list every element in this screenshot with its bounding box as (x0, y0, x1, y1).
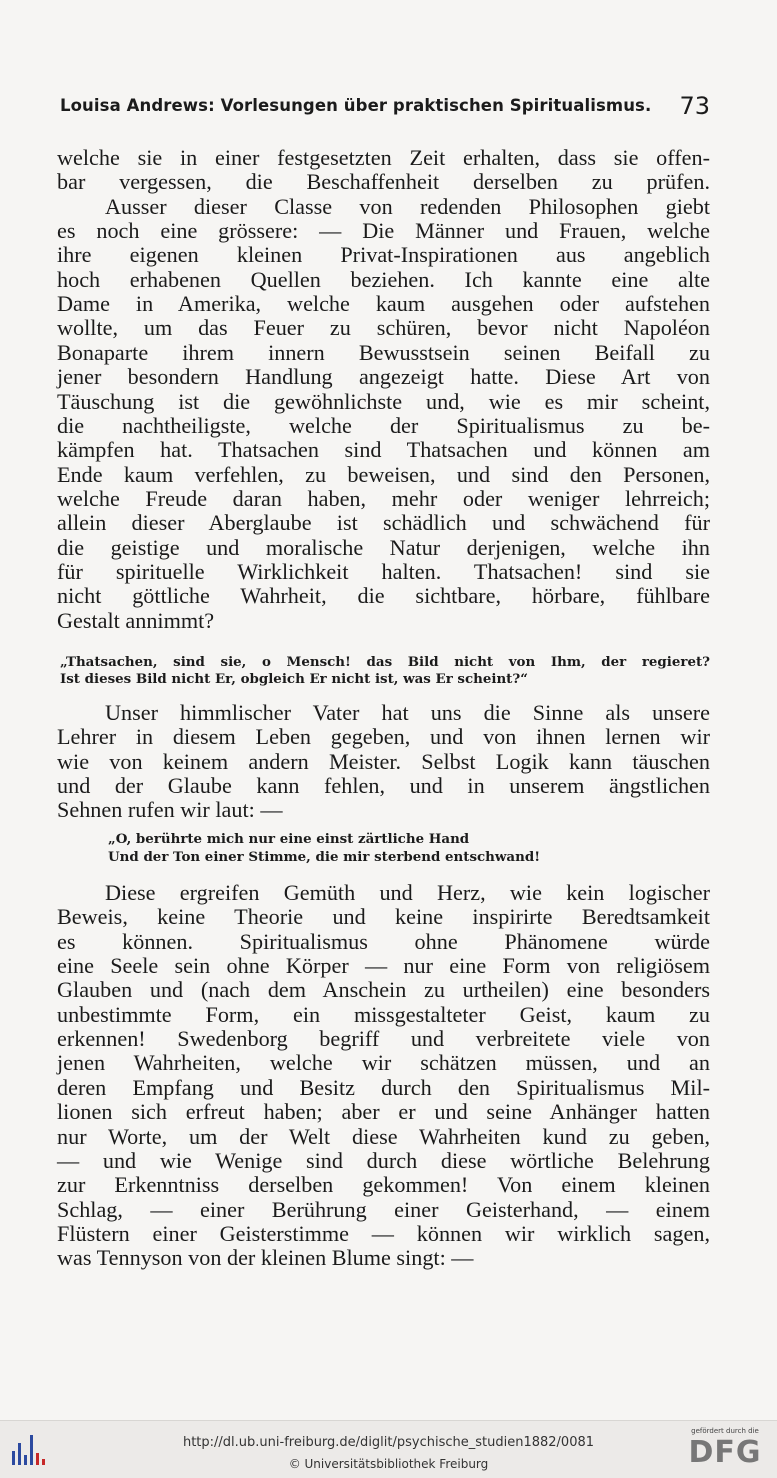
text-line: Bonaparte ihrem innern Bewusstsein seinen Beifall zu (57, 339, 710, 365)
text-line: Diese ergreifen Gemüth und Herz, wie kein logischer (105, 880, 710, 905)
text-line: erkennen! Swedenborg begriff und verbreitete viele von (57, 1026, 710, 1052)
text-line: was Tennyson von der kleinen Blume singt: — (57, 1245, 474, 1271)
text-line: nicht göttliche Wahrheit, die sichtbare, hörbare, fühlbare (57, 583, 710, 609)
text-line: Beweis, keine Theorie und keine inspirirte Beredtsamkeit (57, 904, 710, 930)
text-line: die nachtheiligste, welche der Spiritualismus zu be- (57, 412, 710, 438)
text-line: ihre eigenen kleinen Privat-Inspirationen aus angeblich (57, 242, 710, 268)
text-line: es noch eine grössere: — Die Männer und Frauen, welche (57, 218, 710, 244)
text-line: Täuschung ist die gewöhnlichste und, wie es mir scheint, (57, 388, 710, 414)
text-line: kämpfen hat. Thatsachen sind Thatsachen und können am (57, 437, 710, 463)
dfg-logo-text: DFG (688, 1435, 762, 1470)
text-line: wollte, um das Feuer zu schüren, bevor nicht Napoléon (57, 315, 710, 341)
source-url-link[interactable]: http://dl.ub.uni-freiburg.de/diglit/psychische_studien1882/0081 (182, 1435, 595, 1450)
text-line: nur Worte, um der Welt diese Wahrheiten kund zu geben, (57, 1123, 710, 1149)
text-line: zur Erkenntniss derselben gekommen! Von einem kleinen (57, 1172, 710, 1198)
verse-line: „O, berührte mich nur eine einst zärtliche Hand (108, 831, 470, 847)
text-line: Schlag, — einer Berührung einer Geisterhand, — einem (57, 1196, 710, 1222)
text-line: jener besondern Handlung angezeigt hatte. Diese Art von (57, 364, 710, 390)
text-line: unbestimmte Form, ein missgestalteter Geist, kaum zu (57, 1001, 710, 1027)
text-line: Unser himmlischer Vater hat uns die Sinne als unsere (105, 700, 710, 725)
text-line: bar vergessen, die Beschaffenheit derselben zu prüfen. (57, 169, 710, 195)
text-line: allein dieser Aberglaube ist schädlich und schwächend für (57, 510, 710, 536)
text-line: jenen Wahrheiten, welche wir schätzen müssen, und an (57, 1050, 710, 1076)
text-line: deren Empfang und Besitz durch den Spiritualismus Mil- (57, 1074, 710, 1100)
text-line: eine Seele sein ohne Körper — nur eine Form von religiösem (57, 953, 710, 979)
text-line: Lehrer in diesem Leben gegeben, und von ihnen lernen wir (57, 724, 710, 750)
text-line: welche sie in einer festgesetzten Zeit erhalten, dass sie offen- (57, 145, 710, 170)
text-line: — und wie Wenige sind durch diese wörtliche Belehrung (57, 1147, 710, 1173)
text-line: Gestalt annimmt? (57, 607, 215, 633)
text-line: und der Glaube kann fehlen, und in unserem ängstlichen (57, 773, 710, 799)
text-line: Ausser dieser Classe von redenden Philosophen giebt (105, 193, 710, 219)
page-number: 73 (679, 92, 710, 120)
text-line: Flüstern einer Geisterstimme — können wir wirklich sagen, (57, 1220, 710, 1246)
dfg-tagline: gefördert durch die (691, 1427, 759, 1435)
text-line: lionen sich erfreut haben; aber er und seine Anhänger hatten (57, 1099, 710, 1125)
text-line: die geistige und moralische Natur derjenigen, welche ihn (57, 534, 710, 560)
quote-line: „Thatsachen, sind sie, o Mensch! das Bild nicht von Ihm, der regieret? (60, 654, 710, 670)
verse-line: Und der Ton einer Stimme, die mir sterbend entschwand! (108, 849, 541, 865)
running-header (60, 92, 710, 124)
text-line: Ende kaum verfehlen, zu beweisen, und sind den Personen, (57, 461, 710, 487)
text-line: welche Freude daran haben, mehr oder weniger lehrreich; (57, 485, 710, 511)
header-title: Louisa Andrews: Vorlesungen über praktischen Spiritualismus. (60, 96, 652, 115)
text-line: hoch erhabenen Quellen beziehen. Ich kannte eine alte (57, 266, 710, 292)
viewer-footer (0, 1420, 777, 1478)
text-line: Glauben und (nach dem Anschein zu urtheilen) eine besonders (57, 977, 710, 1003)
dfg-logo (681, 1427, 769, 1473)
text-line: wie von keinem andern Meister. Selbst Logik kann täuschen (57, 748, 710, 774)
quote-line: Ist dieses Bild nicht Er, obgleich Er nicht ist, was Er scheint?“ (60, 671, 528, 687)
text-line: es können. Spiritualismus ohne Phänomene würde (57, 928, 710, 954)
text-line: Dame in Amerika, welche kaum ausgehen oder aufstehen (57, 291, 710, 317)
text-line: für spirituelle Wirklichkeit halten. Thatsachen! sind sie (57, 558, 710, 584)
text-line: Sehnen rufen wir laut: — (57, 797, 283, 823)
copyright-text: © Universitätsbibliothek Freiburg (288, 1457, 489, 1471)
